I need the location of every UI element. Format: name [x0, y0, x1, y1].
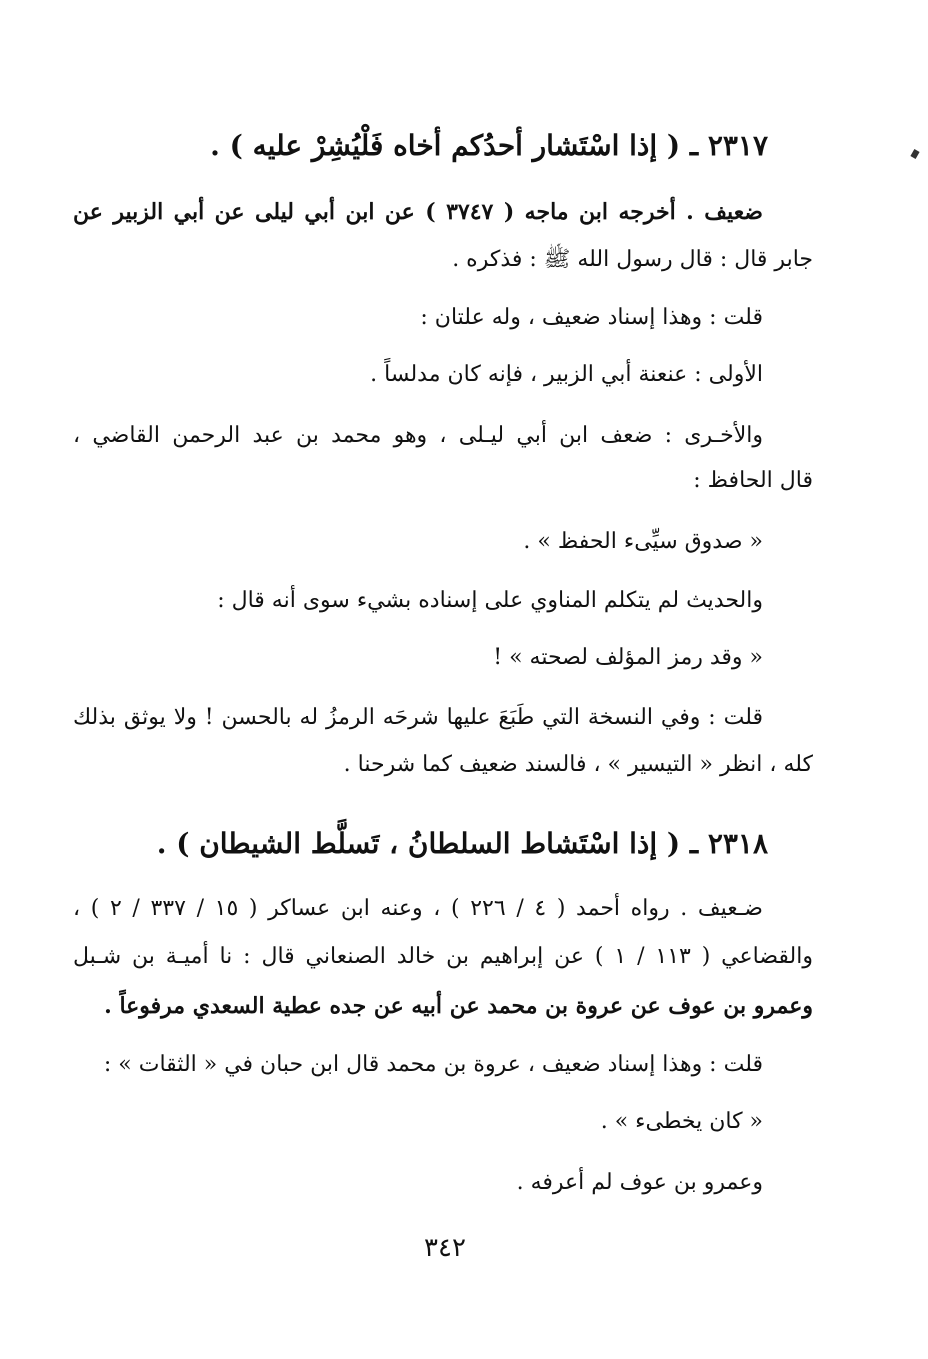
- entry-2317-paragraph-6-line-1: قلت : وفي النسخة التي طَبَعَ عليها شرحَه الرمزُ له بالحسن ! ولا يوثق بذلك: [73, 705, 763, 730]
- entry-2318-quote-1: « كان يخطىء » .: [600, 1109, 763, 1134]
- entry-2317-paragraph-2: قلت : وهذا إسناد ضعيف ، وله علتان :: [420, 305, 763, 330]
- entry-2317-paragraph-5: والحديث لم يتكلم المناوي على إسناده بشيء سوى أنه قال :: [217, 588, 763, 613]
- entry-2318-paragraph-3: وعمرو بن عوف لم أعرفه .: [516, 1170, 763, 1195]
- entry-2317-quote-2: « وقد رمز المؤلف لصحته » !: [493, 645, 763, 670]
- entry-2317-quote-1: « صدوق سيِّىء الحفظ » .: [523, 529, 763, 554]
- margin-mark: [910, 149, 919, 159]
- entry-2318-paragraph-1-line-1: ضـعيف . رواه أحمد ( ٤ / ٢٢٦ ) ، وعنه ابن عساكر ( ١٥ / ٣٣٧ / ٢ ) ،: [73, 896, 763, 921]
- entry-2318-paragraph-1-line-3: وعمرو بن عوف عن عروة بن محمد عن أبيه عن جده عطية السعدي مرفوعاً .: [104, 993, 813, 1019]
- entry-2317-paragraph-4-line-1: والأخـرى : ضعف ابن أبي ليـلى ، وهو محمد بن عبد الرحمن القاضي ،: [73, 423, 763, 448]
- entry-2317-paragraph-4-line-2: قال الحافظ :: [693, 468, 813, 493]
- entry-2317-heading: ٢٣١٧ ـ ( إذا اسْتَشار أحدُكم أخاه فَلْيُشِرْ عليه ) .: [210, 129, 768, 162]
- entry-2318-paragraph-1-line-2: والقضاعي ( ١١٣ / ١ ) عن إبراهيم بن خالد الصنعاني قال : نا أميـة بن شـبل: [73, 944, 813, 969]
- page-number: ٣٤٢: [424, 1233, 466, 1263]
- entry-2317-paragraph-6-line-2: كله ، انظر « التيسير » ، فالسند ضعيف كما شرحنا .: [343, 752, 813, 777]
- entry-2317-paragraph-1-line-2: جابر قال : قال رسول الله ﷺ : فذكره .: [452, 247, 813, 272]
- entry-2318-heading: ٢٣١٨ ـ ( إذا اسْتَشاط السلطانُ ، تَسلَّط الشيطان ) .: [156, 827, 768, 860]
- entry-2318-paragraph-2: قلت : وهذا إسناد ضعيف ، عروة بن محمد قال ابن حبان في « الثقات » :: [103, 1052, 763, 1077]
- entry-2317-paragraph-1-line-1: ضعيف . أخرجه ابن ماجه ( ٣٧٤٧ ) عن ابن أبي ليلى عن أبي الزبير عن: [73, 199, 763, 225]
- entry-2317-paragraph-3: الأولى : عنعنة أبي الزبير ، فإنه كان مدلساً .: [370, 362, 763, 387]
